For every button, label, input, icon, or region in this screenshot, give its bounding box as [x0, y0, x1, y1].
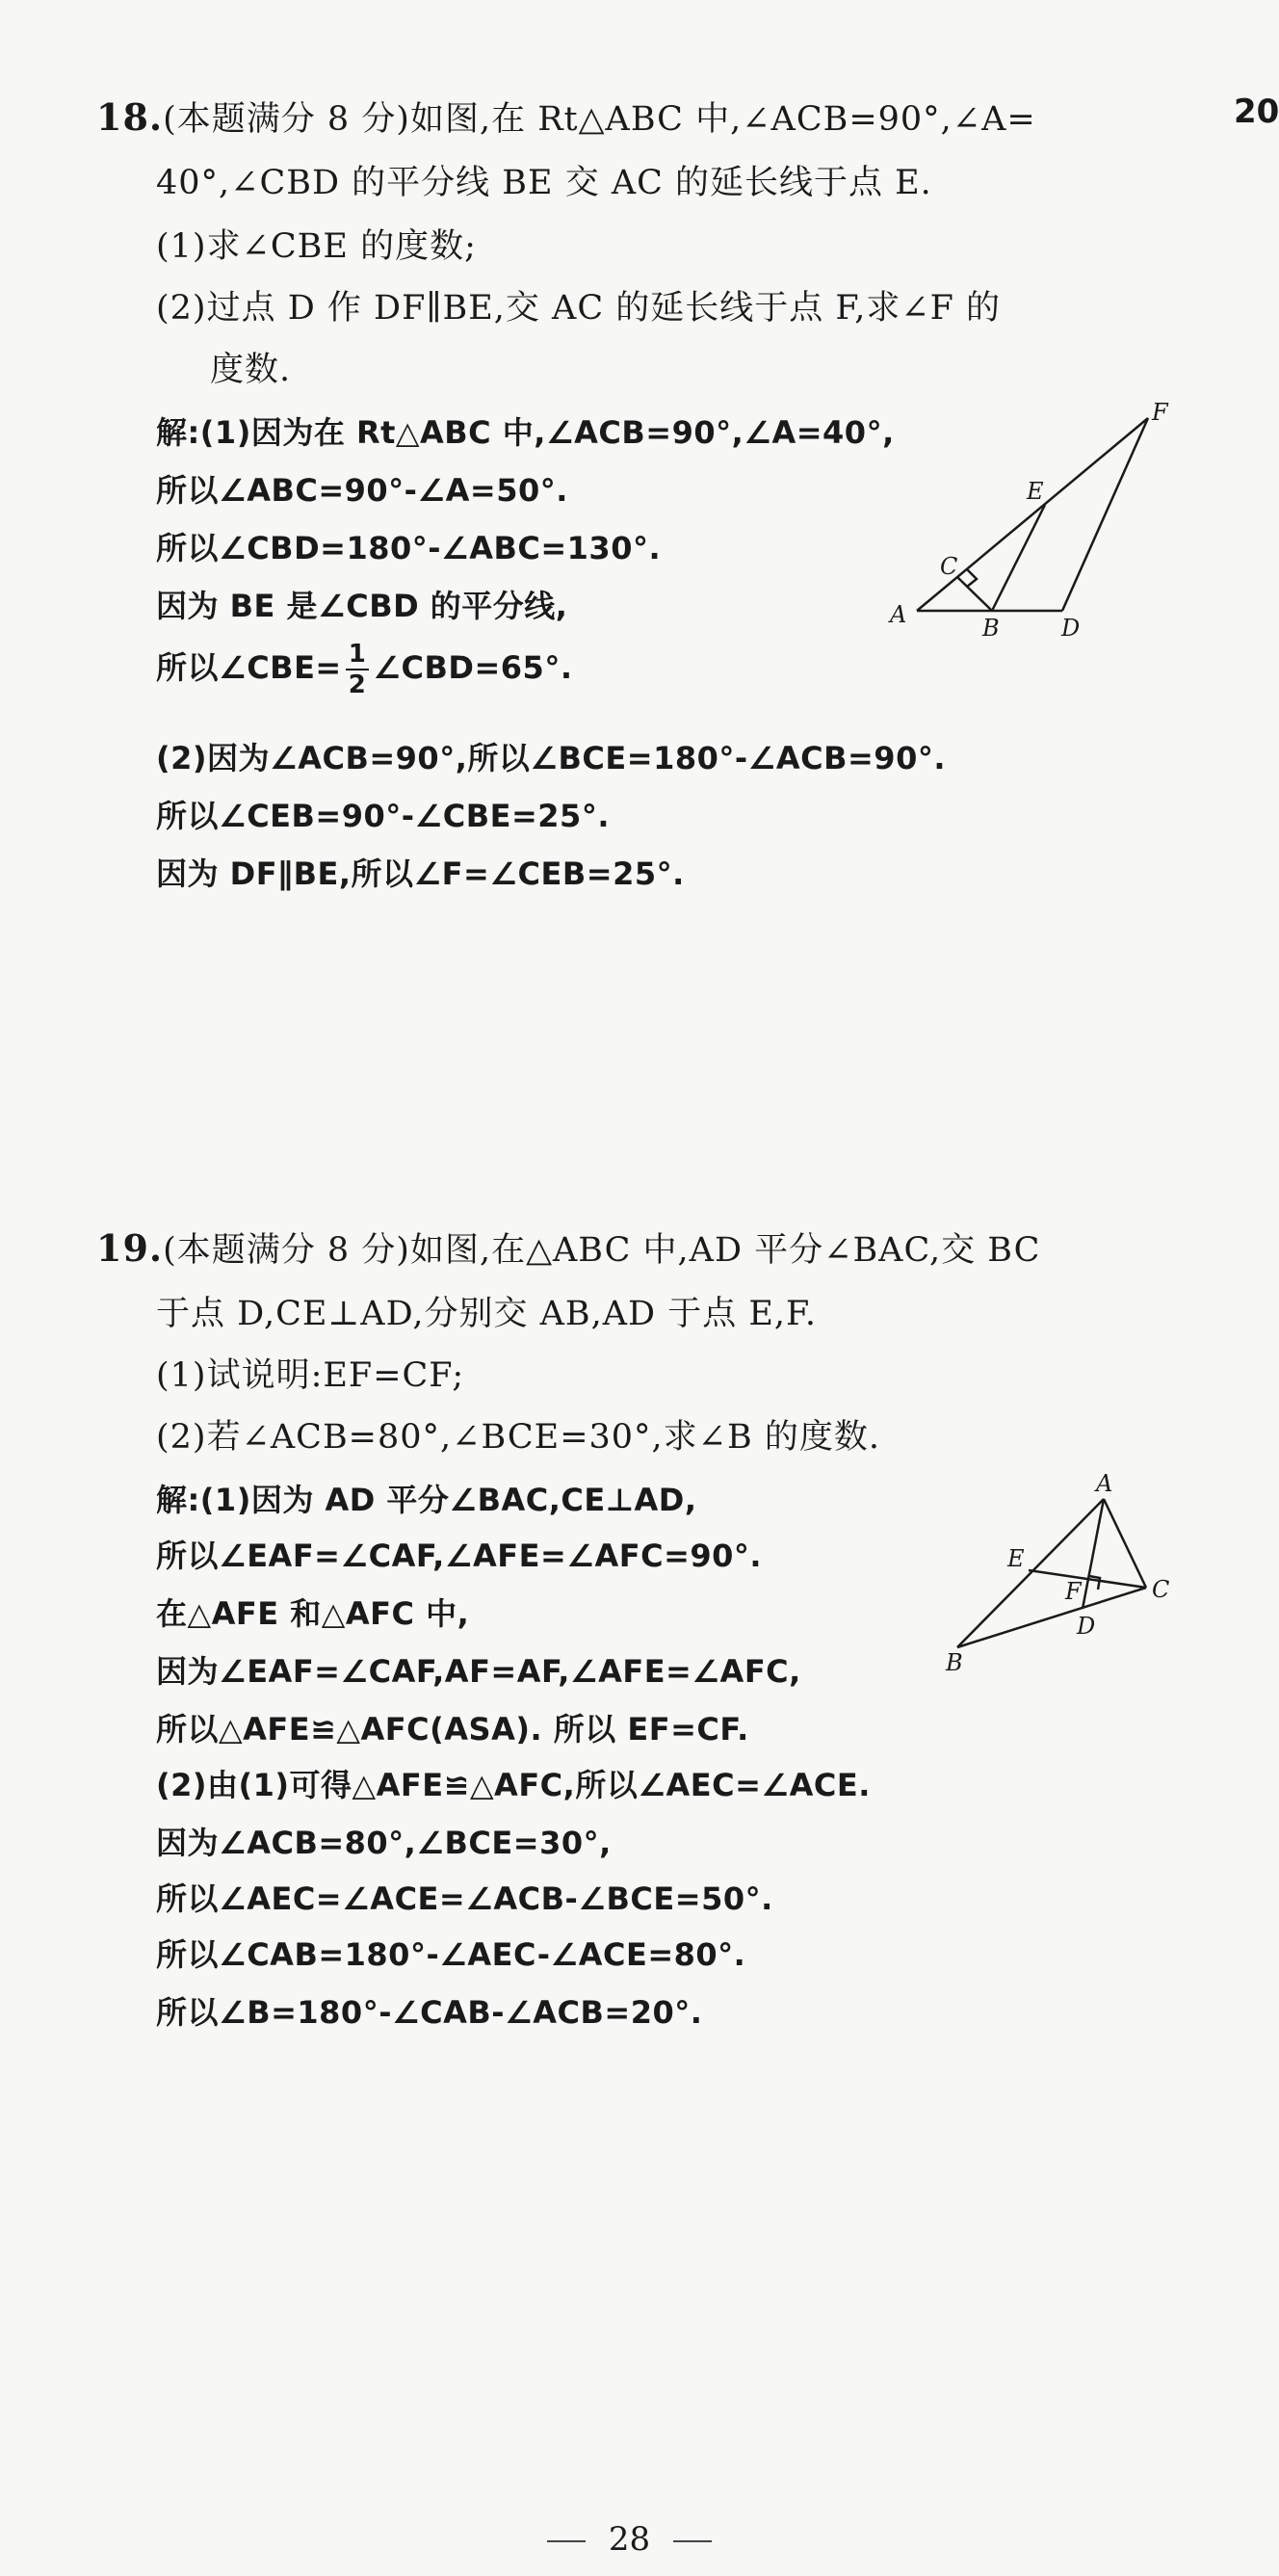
solution-18-fraction-line: 所以∠CBE= $\frac{1}{2}$ ∠CBD=65°. [156, 640, 573, 699]
problem-19-line2: 于点 D,CE⊥AD,分别交 AB,AD 于点 E,F. [156, 1295, 817, 1333]
dash-left [547, 2540, 586, 2542]
solution-18-part2-line2: 所以∠CEB=90°-∠CBE=25°. [156, 798, 610, 834]
label-A: A [890, 601, 907, 628]
solution-19-line1: 解:(1)因为 AD 平分∠BAC,CE⊥AD, [156, 1482, 697, 1518]
dash-right [673, 2540, 712, 2542]
problem-19-line1: 19.(本题满分 8 分)如图,在△ABC 中,AD 平分∠BAC,交 BC [96, 1226, 1041, 1270]
page-number: 28 [0, 2520, 1259, 2559]
solution-19-line4: 因为∠EAF=∠CAF,AF=AF,∠AFE=∠AFC, [156, 1653, 801, 1690]
solution-19-line3: 在△AFE 和△AFC 中, [156, 1595, 470, 1632]
segment-DF [1062, 418, 1148, 611]
problem-19-part2: (2)若∠ACB=80°,∠BCE=30°,求∠B 的度数. [156, 1418, 880, 1457]
right-angle-mark [1089, 1576, 1100, 1590]
segment-CB [957, 577, 992, 611]
solution-19-line9: 所以∠CAB=180°-∠AEC-∠ACE=80°. [156, 1936, 746, 1973]
fraction: $\frac{1}{2}$ [346, 642, 370, 697]
right-angle-mark [967, 569, 977, 587]
problem-18-part2a: (2)过点 D 作 DF∥BE,交 AC 的延长线于点 F,求∠F 的 [156, 289, 1002, 328]
problem-19-part1: (1)试说明:EF=CF; [156, 1356, 465, 1395]
label-D: D [1077, 1613, 1096, 1640]
problem-18-line1: 18.(本题满分 8 分)如图,在 Rt△ABC 中,∠ACB=90°,∠A= [96, 95, 1036, 139]
solution-18-line2: 所以∠ABC=90°-∠A=50°. [156, 472, 568, 509]
solution-18-line1: 解:(1)因为在 Rt△ABC 中,∠ACB=90°,∠A=40°, [156, 414, 895, 451]
label-D: D [1061, 615, 1081, 642]
label-C: C [1152, 1576, 1170, 1603]
solution-19-line5: 所以△AFE≌△AFC(ASA). 所以 EF=CF. [156, 1711, 749, 1748]
solution-19-line6: (2)由(1)可得△AFE≌△AFC,所以∠AEC=∠ACE. [156, 1767, 871, 1803]
figure-19 [934, 1464, 1185, 1686]
segment-AD [1083, 1499, 1104, 1609]
solution-18-line4: 因为 BE 是∠CBD 的平分线, [156, 588, 568, 624]
label-F: F [1065, 1578, 1082, 1605]
label-A: A [1096, 1470, 1113, 1497]
label-C: C [940, 553, 958, 580]
solution-19-line2: 所以∠EAF=∠CAF,∠AFE=∠AFC=90°. [156, 1538, 763, 1574]
problem-18-part1: (1)求∠CBE 的度数; [156, 227, 477, 266]
segment-BE [992, 505, 1045, 611]
label-B: B [946, 1649, 963, 1676]
problem-18-number: 18. [96, 95, 164, 139]
problem-19-number: 19. [96, 1226, 164, 1270]
segment-AC [1104, 1499, 1146, 1588]
label-E: E [1007, 1545, 1025, 1572]
problem-18-part2b: 度数. [210, 351, 292, 389]
solution-18-line3: 所以∠CBD=180°-∠ABC=130°. [156, 530, 662, 566]
solution-18-part2-line1: (2)因为∠ACB=90°,所以∠BCE=180°-∠ACB=90°. [156, 740, 946, 776]
solution-19-line10: 所以∠B=180°-∠CAB-∠ACB=20°. [156, 1994, 703, 2031]
problem-18-line2: 40°,∠CBD 的平分线 BE 交 AC 的延长线于点 E. [156, 164, 932, 202]
segment-AF [917, 418, 1148, 611]
label-B: B [982, 615, 1000, 642]
label-F: F [1152, 399, 1168, 426]
solution-18-part2-line3: 因为 DF∥BE,所以∠F=∠CEB=25°. [156, 855, 685, 892]
solution-19-line7: 因为∠ACB=80°,∠BCE=30°, [156, 1825, 612, 1861]
figure-18 [886, 395, 1194, 645]
page-edge-text: 20 [1234, 92, 1279, 131]
solution-19-line8: 所以∠AEC=∠ACE=∠ACB-∠BCE=50°. [156, 1880, 773, 1917]
label-E: E [1027, 478, 1044, 505]
